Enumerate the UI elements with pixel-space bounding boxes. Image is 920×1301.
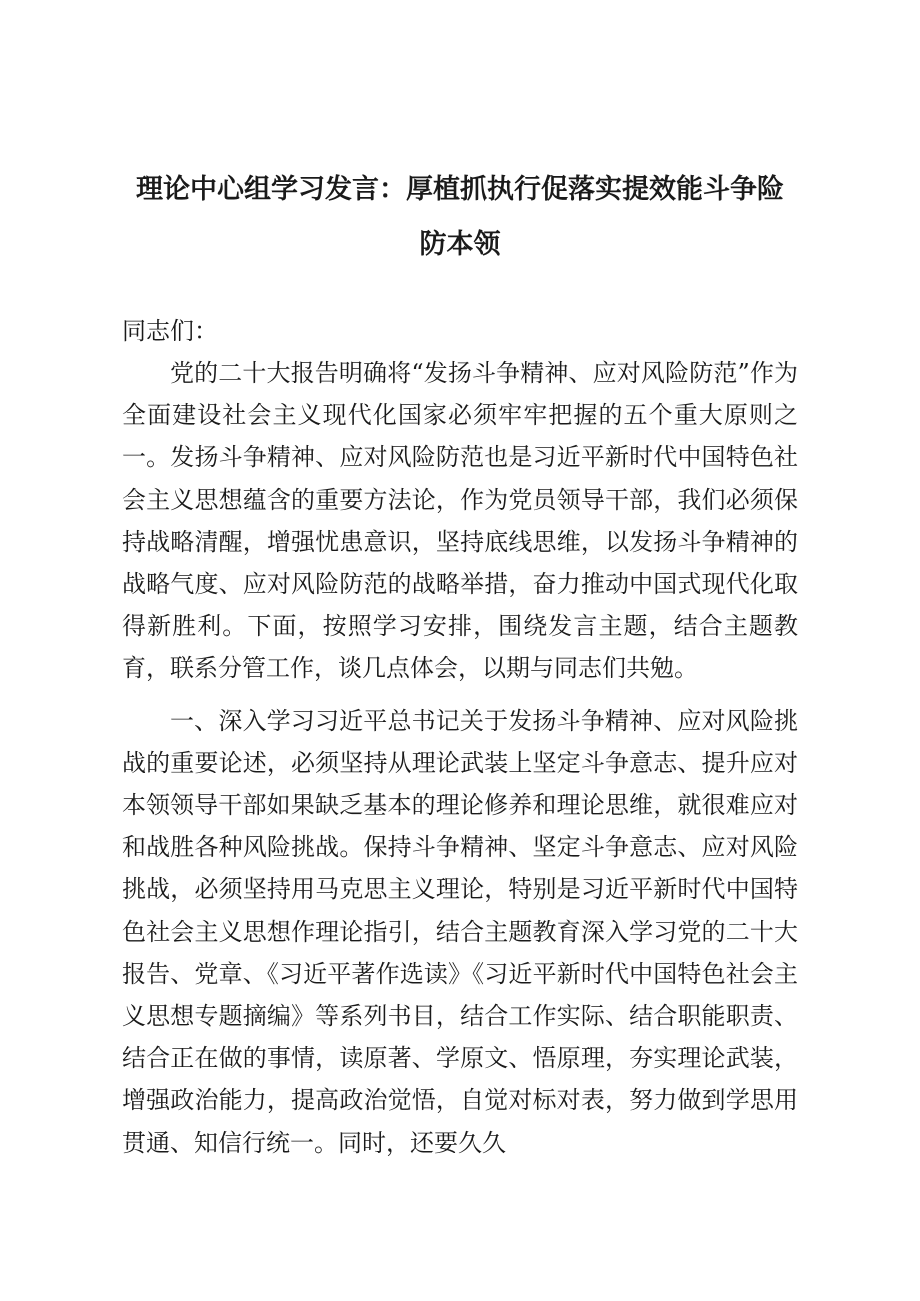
salutation: 同志们： xyxy=(122,317,218,345)
paragraph-section-1: 领导干部如果缺乏基本的理论修养和理论思维，就很难应对和战胜各种风险挑战。保持斗争精神、坚定斗争意志、应对风险挑战，必须坚持用马克思主义理论，特别是习近平新时代中国特色社会主义思想作理论指引，结合主题教育深入学习党的二十大报告、党章、《习近平著作选读》《习近平新时代中国特色社会主义思想专题摘编》等系列书目，结合工作实际、结合职能职责、结合正在做的事情，读原著、学原文、悟原理，夯实理论武装，增强政治能力，提高政治觉悟，自觉对标对表，努力做到学思用贯通、知信行统一。同时，还要久久 xyxy=(122,791,798,1157)
section-heading-1: 一、深入学习习近平总书记关于发扬斗争精神、应对风险挑战的重要论述，必须坚持从理论武装上坚定斗争意志、提升应对本领 xyxy=(122,707,798,820)
document-title-line-2: 防本领 xyxy=(419,229,501,260)
paragraph-intro: 党的二十大报告明确将“发扬斗争精神、应对风险防范”作为全面建设社会主义现代化国家必须牢牢把握的五个重大原则之一。发扬斗争精神、应对风险防范也是习近平新时代中国特色社会主义思想蕴含的重要方法论，作为党员领导干部，我们必须保持战略清醒，增强忧患意识，坚持底线思维，以发扬斗争精神的战略气度、应对风险防范的战略举措，奋力推动中国式现代化取得新胜利。下面，按照学习安排，围绕发言主题，结合主题教育，联系分管工作，谈几点体会，以期与同志们共勉。 xyxy=(122,359,798,683)
document-title-line-1: 理论中心组学习发言：厚植抓执行促落实提效能斗争险 xyxy=(136,174,784,205)
